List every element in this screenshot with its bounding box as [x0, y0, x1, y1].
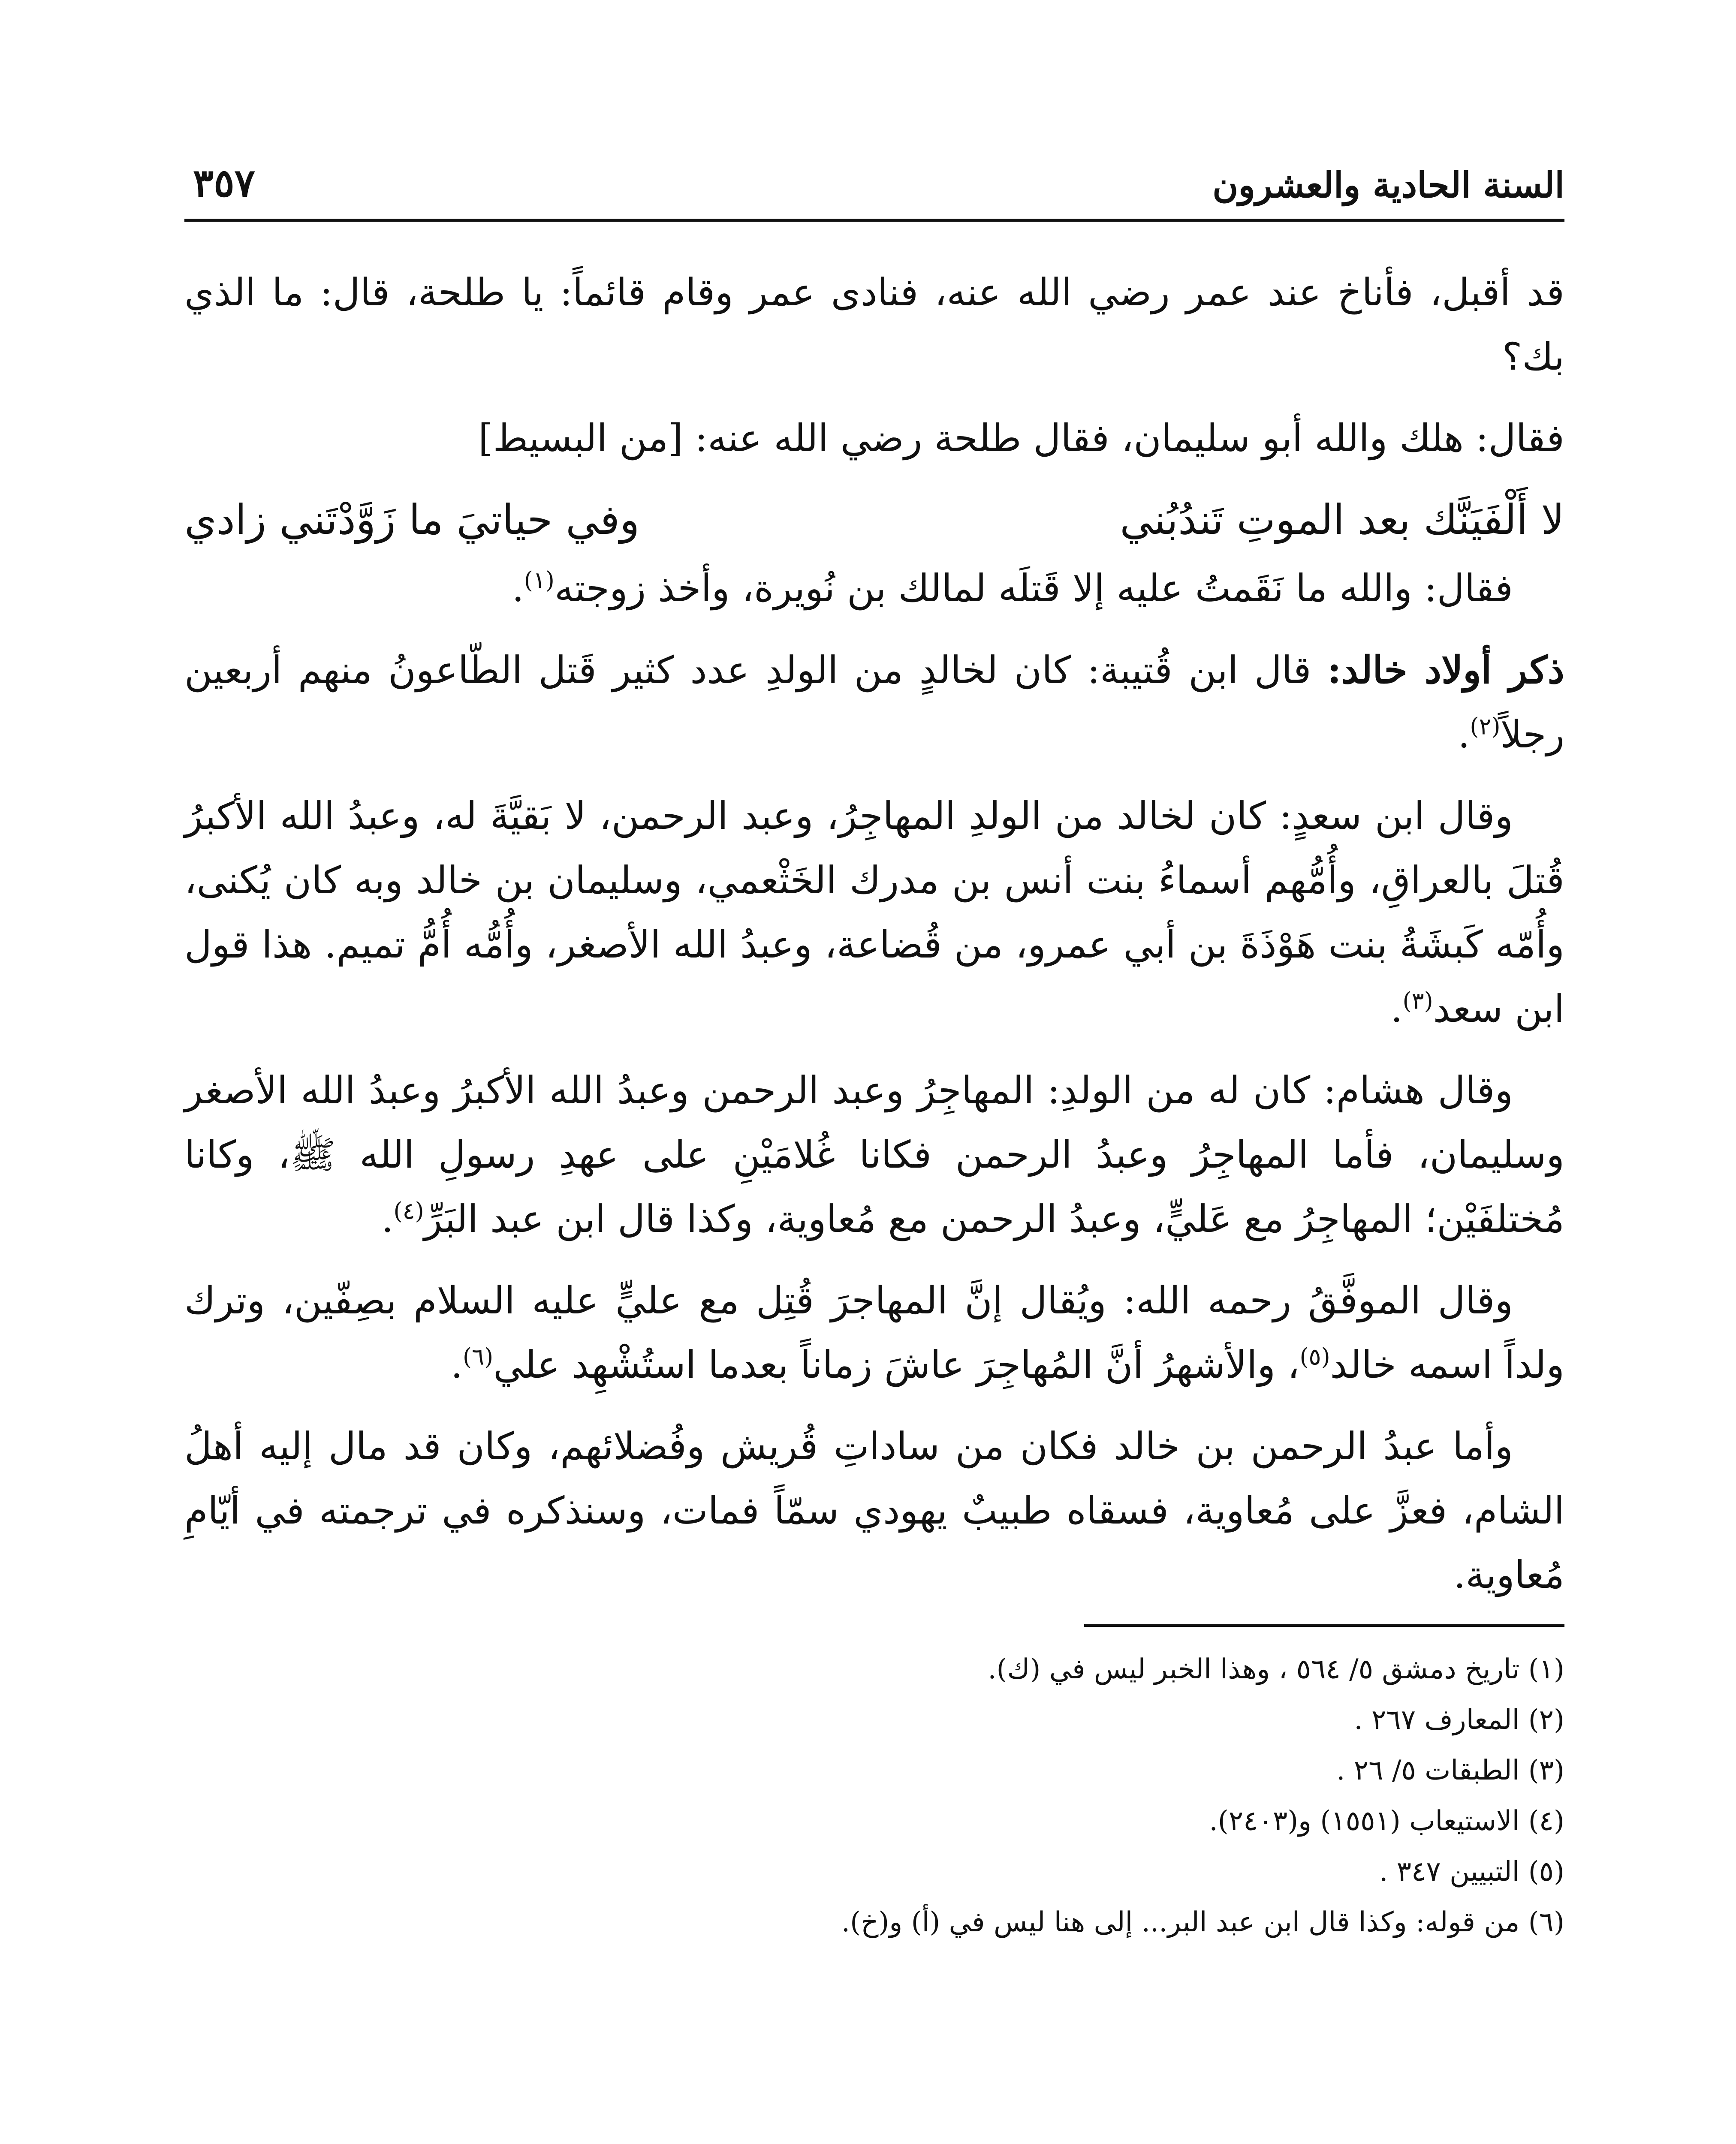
footnotes: [184, 1644, 1564, 1948]
poem-verse: [184, 488, 1564, 552]
book-page: [184, 129, 1564, 2144]
poem-first-hemistich: لا أَلْفَيَنَّك بعد الموتِ تَندُبُني: [1120, 496, 1564, 544]
footnote-divider: [1084, 1624, 1564, 1627]
footnote-1: (١) تاريخ دمشق ٥/ ٥٦٤ ، وهذا الخبر ليس في (ك).: [988, 1653, 1564, 1685]
poem-second-hemistich: وفي حياتيَ ما زَوَّدْتَني زادي: [184, 496, 640, 544]
paragraph-7: [184, 1268, 1564, 1397]
running-title: السنة الحادية والعشرون: [1212, 165, 1564, 206]
page-number: ٣٥٧: [193, 160, 256, 206]
paragraph-6-end: .: [381, 1197, 394, 1241]
paragraph-3-end: .: [512, 566, 524, 610]
paragraph-7-text: وقال الموفَّقُ رحمه الله: ويُقال إنَّ المهاجرَ قُتِل مع عليٍّ عليه السلام بصِفّين، وترك ولداً اسمه خالد: [184, 1278, 1564, 1387]
footnote-ref-2[interactable]: (٢): [1470, 713, 1501, 740]
section-heading: ذكر أولاد خالد:: [1327, 647, 1564, 692]
paragraph-3: [184, 556, 1564, 620]
paragraph-4: [184, 638, 1564, 767]
footnote-ref-6[interactable]: (٦): [463, 1343, 494, 1370]
paragraph-8: [184, 1414, 1564, 1607]
footnote-4: (٤) الاستيعاب (١٥٥١) و(٢٤٠٣).: [1209, 1805, 1564, 1837]
paragraph-4-text: قال ابن قُتيبة: كان لخالدٍ من الولدِ عدد كثير قَتل الطّاعونُ منهم أربعين رجلاً: [184, 648, 1564, 756]
paragraph-1-text: قد أقبل، فأناخ عند عمر رضي الله عنه، فنادى عمر وقام قائماً: يا طلحة، قال: ما الذي بك؟: [184, 270, 1564, 379]
paragraph-5-end: .: [1390, 987, 1403, 1031]
footnote-ref-4[interactable]: (٤): [393, 1197, 424, 1225]
paragraph-3-text: فقال: والله ما نَقَمتُ عليه إلا قَتلَه لمالك بن نُويرة، وأخذ زوجته: [554, 566, 1513, 610]
paragraph-4-end: .: [1458, 712, 1470, 756]
paragraph-8-text: وأما عبدُ الرحمن بن خالد فكان من ساداتِ قُريش وفُضلائهم، وكان قد مال إليه أهلُ الشام، فعزَّ على مُعاوية، فسقاه طبيبٌ يهودي سمّاً فمات، وسنذكره في ترجمته في أيّامِ مُعاوية.: [184, 1424, 1564, 1597]
footnote-5: (٥) التبيين ٣٤٧ .: [1379, 1856, 1564, 1888]
paragraph-5-text: وقال ابن سعدٍ: كان لخالد من الولدِ المهاجِرُ، وعبد الرحمن، لا بَقيَّةَ له، وعبدُ الله الأكبرُ قُتلَ بالعراقِ، وأُمُّهم أسماءُ بنت أنس بن مدرك الخَثْعمي، وسليمان بن خالد وبه كان يُكنى، وأُمّه كَبشَةُ بنت هَوْذَةَ بن أبي عمرو، من قُضاعة، وعبدُ الله الأصغر، وأُمُّه أُمُّ تميم. هذا قول ابن سعد: [184, 794, 1564, 1031]
paragraph-2: [184, 406, 1564, 470]
page-header: [184, 129, 1564, 222]
paragraph-2-text: فقال: هلك والله أبو سليمان، فقال طلحة رضي الله عنه: [من البسيط]: [478, 416, 1564, 460]
paragraph-7-middle: ، والأشهرُ أنَّ المُهاجِرَ عاشَ زماناً بعدما استُشْهِد علي: [493, 1343, 1300, 1387]
footnote-ref-1[interactable]: (١): [524, 566, 555, 594]
paragraph-7-end: .: [451, 1343, 463, 1387]
footnote-2: (٢) المعارف ٢٦٧ .: [1354, 1704, 1564, 1736]
paragraph-6-text: وقال هشام: كان له من الولدِ: المهاجِرُ وعبد الرحمن وعبدُ الله الأكبرُ وعبدُ الله الأصغر وسليمان، فأما المهاجِرُ وعبدُ الرحمن فكانا غُلامَيْنِ على عهدِ رسولِ الله ﷺ، وكانا مُختلفَيْن؛ المهاجِرُ مع عَليٍّ، وعبدُ الرحمن مع مُعاوية، وكذا قال ابن عبد البَرِّ: [184, 1068, 1564, 1241]
paragraph-6: [184, 1058, 1564, 1251]
main-text: [184, 260, 1564, 1607]
footnote-6: (٦) من قوله: وكذا قال ابن عبد البر... إلى هنا ليس في (أ) و(خ).: [841, 1906, 1564, 1938]
footnote-3: (٣) الطبقات ٥/ ٢٦ .: [1336, 1755, 1564, 1786]
paragraph-5: [184, 784, 1564, 1041]
paragraph-1: [184, 260, 1564, 389]
footnote-ref-5[interactable]: (٥): [1299, 1343, 1330, 1370]
footnote-ref-3[interactable]: (٣): [1402, 987, 1433, 1015]
